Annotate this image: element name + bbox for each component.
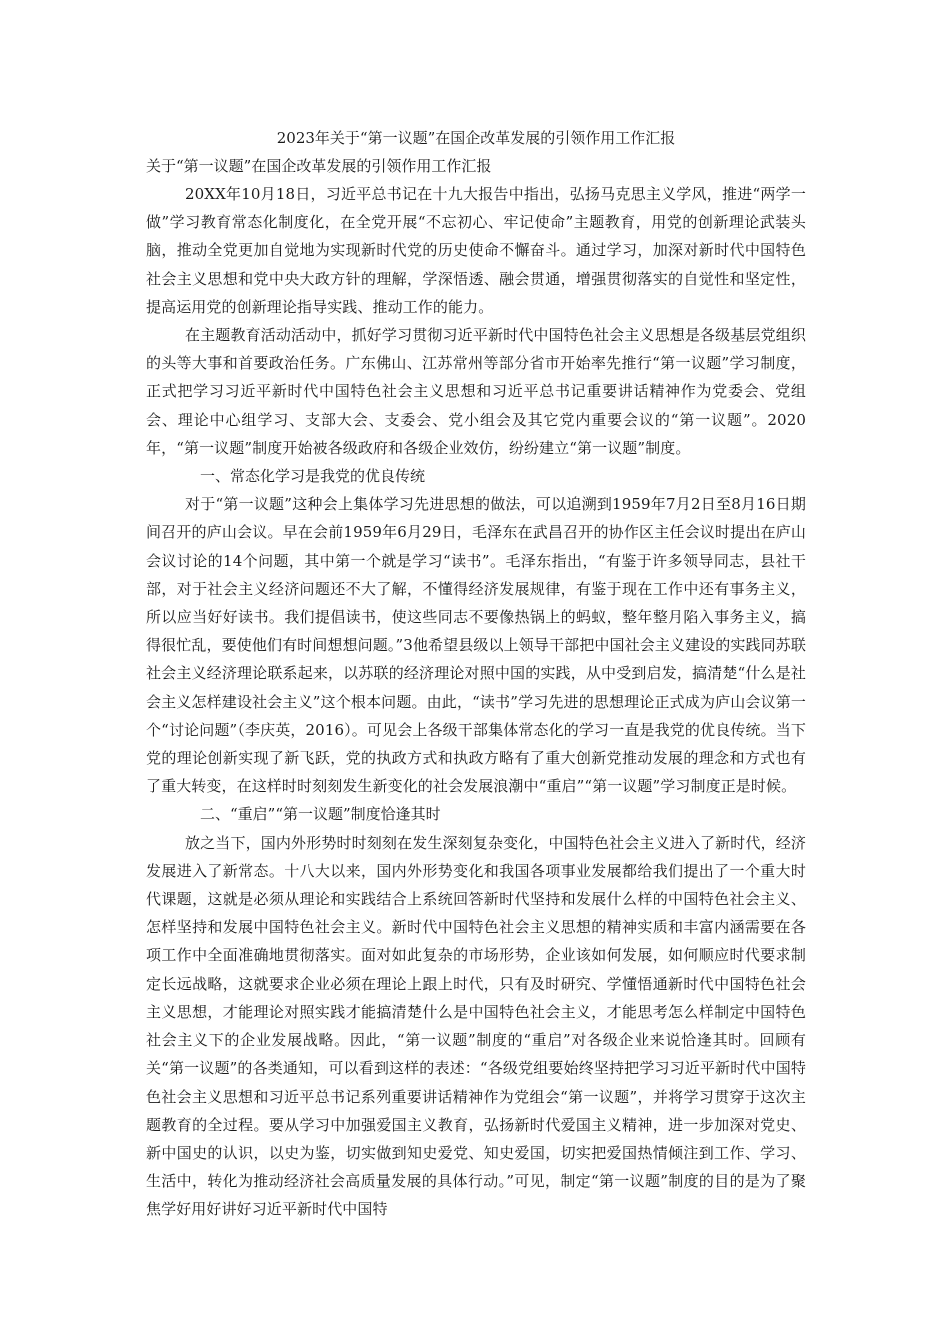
intro-paragraph-1: 20XX年10月18日，习近平总书记在十九大报告中指出，弘扬马克思主义学风，推进“两学一做”学习教育常态化制度化，在全党开展“不忘初心、牢记使命”主题教育，用党的创新理论武装头脑，推动全党更加自觉地为实现新时代党的历史使命不懈奋斗。通过学习，加深对新时代中国特色社会主义思想和党中央大政方针的理解，学深悟透、融会贯通，增强贯彻落实的自觉性和坚定性，提高运用党的创新理论指导实践、推动工作的能力。	[146, 185, 806, 316]
document-title: 2023年关于“第一议题”在国企改革发展的引领作用工作汇报	[276, 129, 676, 147]
document-subtitle: 关于“第一议题”在国企改革发展的引领作用工作汇报	[146, 157, 492, 175]
section-1-heading: 一、常态化学习是我党的优良传统	[200, 467, 426, 486]
section-2-heading: 二、“重启”“第一议题”制度恰逢其时	[200, 805, 441, 824]
section-2-paragraph: 放之当下，国内外形势时时刻刻在发生深刻复杂变化，中国特色社会主义进入了新时代，经济发展进入了新常态。十八大以来，国内外形势变化和我国各项事业发展都给我们提出了一个重大时代课题，这就是必须从理论和实践结合上系统回答新时代坚持和发展什么样的中国特色社会主义、怎样坚持和发展中国特色社会主义。新时代中国特色社会主义思想的精神实质和丰富内涵需要在各项工作中全面准确地贯彻落实。面对如此复杂的市场形势，企业该如何发展，如何顺应时代要求制定长远战略，这就要求企业必须在理论上跟上时代，只有及时研究、学懂悟通新时代中国特色社会主义思想，才能理论对照实践才能搞清楚什么是中国特色社会主义，才能思考怎么样制定中国特色社会主义下的企业发展战略。因此，“第一议题”制度的“重启”对各级企业来说恰逢其时。回顾有关“第一议题”的各类通知，可以看到这样的表述：“各级党组要始终坚持把学习习近平新时代中国特色社会主义思想和习近平总书记系列重要讲话精神作为党组会“第一议题”，并将学习贯穿于这次主题教育的全过程。要从学习中加强爱国主义教育，弘扬新时代爱国主义精神，进一步加深对党史、新中国史的认识，以史为鉴，切实做到知史爱党、知史爱国，切实把爱国热情倾注到工作、学习、生活中，转化为推动经济社会高质量发展的具体行动。”可见，制定“第一议题”制度的目的是为了聚焦学好用好讲好习近平新时代中国特	[146, 833, 806, 1219]
section-1-paragraph: 对于“第一议题”这种会上集体学习先进思想的做法，可以追溯到1959年7月2日至8月16日期间召开的庐山会议。早在会前1959年6月29日，毛泽东在武昌召开的协作区主任会议时提出在庐山会议讨论的14个问题，其中第一个就是学习“读书”。毛泽东指出，“有鉴于许多领导同志，县社干部，对于社会主义经济问题还不大了解，不懂得经济发展规律，有鉴于现在工作中还有事务主义，所以应当好好读书。我们提倡读书，使这些同志不要像热锅上的蚂蚁，整年整月陷入事务主义，搞得很忙乱，要使他们有时间想想问题。”3他希望县级以上领导干部把中国社会主义建设的实践同苏联社会主义经济理论联系起来，以苏联的经济理论对照中国的实践，从中受到启发，搞清楚“什么是社会主义怎样建设社会主义”这个根本问题。由此，“读书”学习先进的思想理论正式成为庐山会议第一个“讨论问题”（李庆英，2016）。可见会上各级干部集体常态化的学习一直是我党的优良传统。当下党的理论创新实现了新飞跃，党的执政方式和执政方略有了重大创新党推动发展的理念和方式也有了重大转变，在这样时时刻刻发生新变化的社会发展浪潮中“重启”“第一议题”学习制度正是时候。	[146, 495, 806, 796]
document-body	[146, 124, 806, 1224]
intro-paragraph-2: 在主题教育活动活动中，抓好学习贯彻习近平新时代中国特色社会主义思想是各级基层党组织的头等大事和首要政治任务。广东佛山、江苏常州等部分省市开始率先推行“第一议题”学习制度，正式把学习习近平新时代中国特色社会主义思想和习近平总书记重要讲话精神作为党委会、党组会、理论中心组学习、支部大会、支委会、党小组会及其它党内重要会议的“第一议题”。2020年，“第一议题”制度开始被各级政府和各级企业效仿，纷纷建立“第一议题”制度。	[146, 326, 806, 457]
